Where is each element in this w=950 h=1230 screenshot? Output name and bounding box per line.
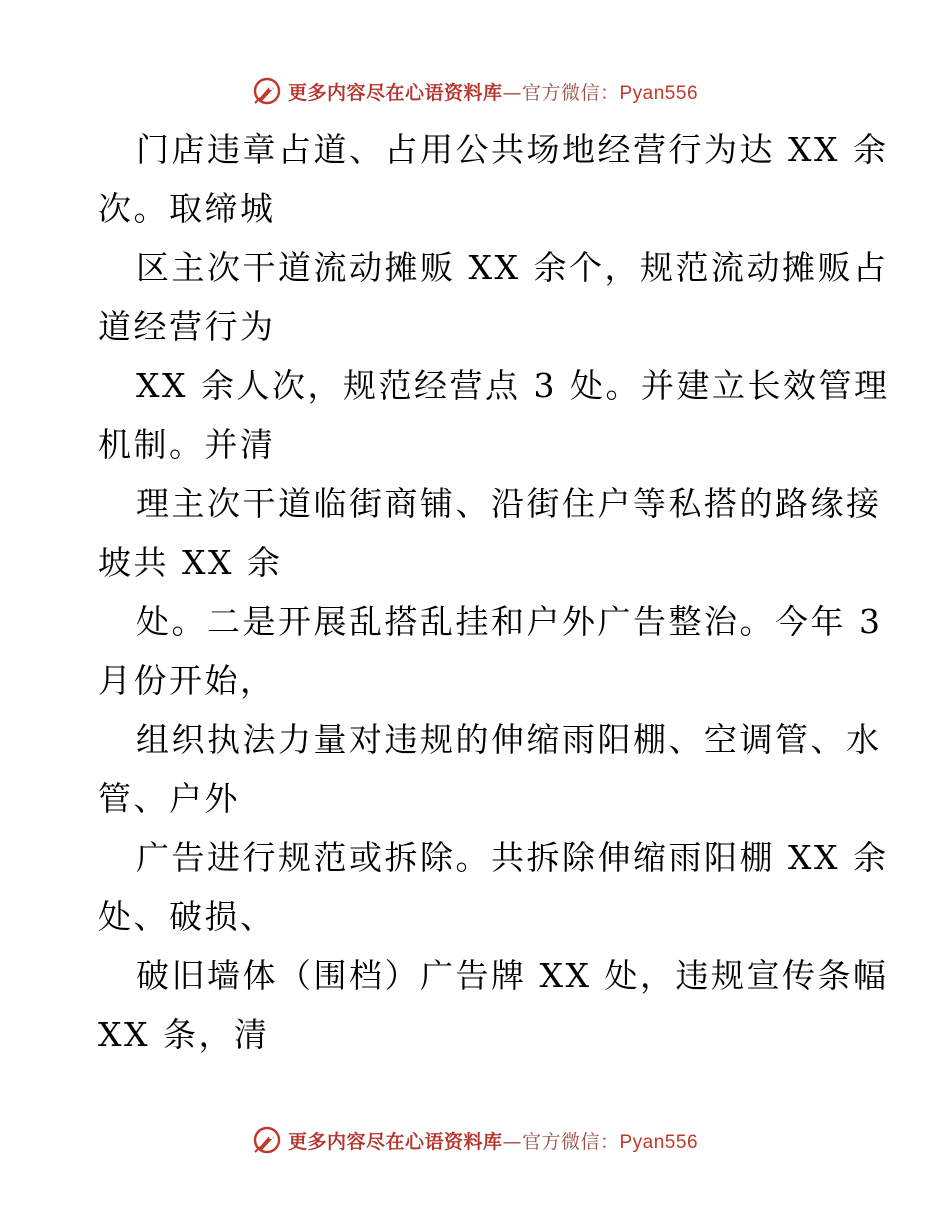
pen-nib-circle-icon — [252, 1125, 282, 1155]
text-line: 月份开始， — [98, 661, 276, 700]
watermark-wechat-id: Pyan556 — [619, 82, 699, 104]
watermark-separator: — — [502, 1130, 522, 1153]
pen-nib-circle-icon — [252, 76, 282, 106]
text-line: 区主次干道流动摊贩 XX 余个，规范流动摊贩占 — [136, 248, 889, 287]
watermark-text — [288, 78, 698, 105]
text-line: 处。二是开展乱搭乱挂和户外广告整治。今年 3 — [136, 602, 883, 641]
watermark-wechat-label: 官方微信： — [521, 81, 620, 104]
text-line: 破旧墙体（围档）广告牌 XX 处，违规宣传条幅 — [136, 956, 889, 995]
watermark-text — [288, 1127, 698, 1154]
footer-watermark — [0, 1120, 950, 1160]
text-line: 门店违章占道、占用公共场地经营行为达 XX 余 — [136, 130, 889, 169]
header-watermark — [0, 71, 950, 111]
text-line: 次。取缔城 — [98, 189, 276, 228]
watermark-separator: — — [502, 81, 522, 104]
text-line: 机制。并清 — [98, 425, 276, 464]
watermark-wechat-id: Pyan556 — [619, 1131, 699, 1153]
text-line: 坡共 XX 余 — [98, 543, 283, 582]
document-body — [98, 120, 890, 1064]
text-line: XX 条，清 — [98, 1015, 270, 1054]
watermark-brand: 更多内容尽在心语资料库 — [287, 81, 503, 104]
text-line: 道经营行为 — [98, 307, 276, 346]
text-line: XX 余人次，规范经营点 3 处。并建立长效管理 — [136, 366, 890, 405]
text-line: 管、户外 — [98, 779, 240, 818]
watermark-wechat-label: 官方微信： — [521, 1130, 620, 1153]
text-line: 组织执法力量对违规的伸缩雨阳棚、空调管、水 — [136, 720, 882, 759]
watermark-brand: 更多内容尽在心语资料库 — [287, 1130, 503, 1153]
text-line: 广告进行规范或拆除。共拆除伸缩雨阳棚 XX 余 — [136, 838, 889, 877]
text-line: 理主次干道临街商铺、沿街住户等私搭的路缘接 — [136, 484, 882, 523]
text-line: 处、破损、 — [98, 897, 276, 936]
